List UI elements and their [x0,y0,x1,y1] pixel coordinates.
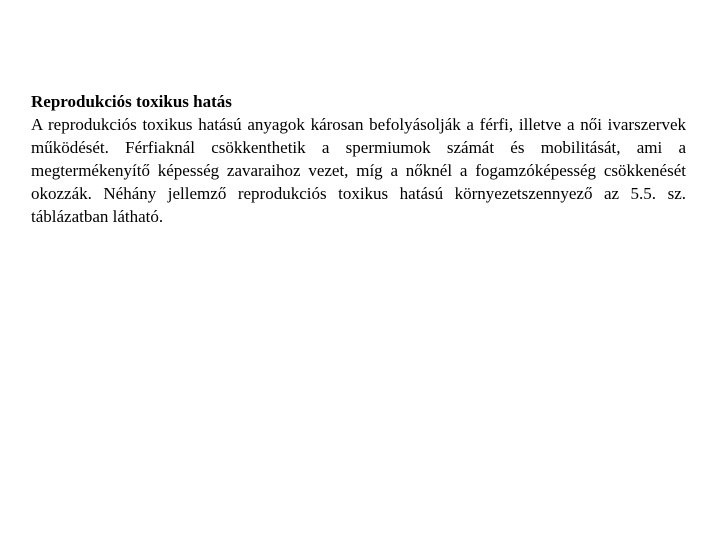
text-block [31,90,686,228]
body-paragraph: A reprodukciós toxikus hatású anyagok károsan befolyásolják a férfi, illetve a női ivarszervek működését. Férfiaknál csökkenthetik a spermiumok számát és mobilitását, ami a megtermékenyítő képesség zavaraihoz vezet, míg a nőknél a fogamzóképesség csökkenését okozzák. Néhány jellemző reprodukciós toxikus hatású környezetszennyező az 5.5. sz. táblázatban látható. [31,115,686,226]
section-heading: Reprodukciós toxikus hatás [31,92,232,111]
